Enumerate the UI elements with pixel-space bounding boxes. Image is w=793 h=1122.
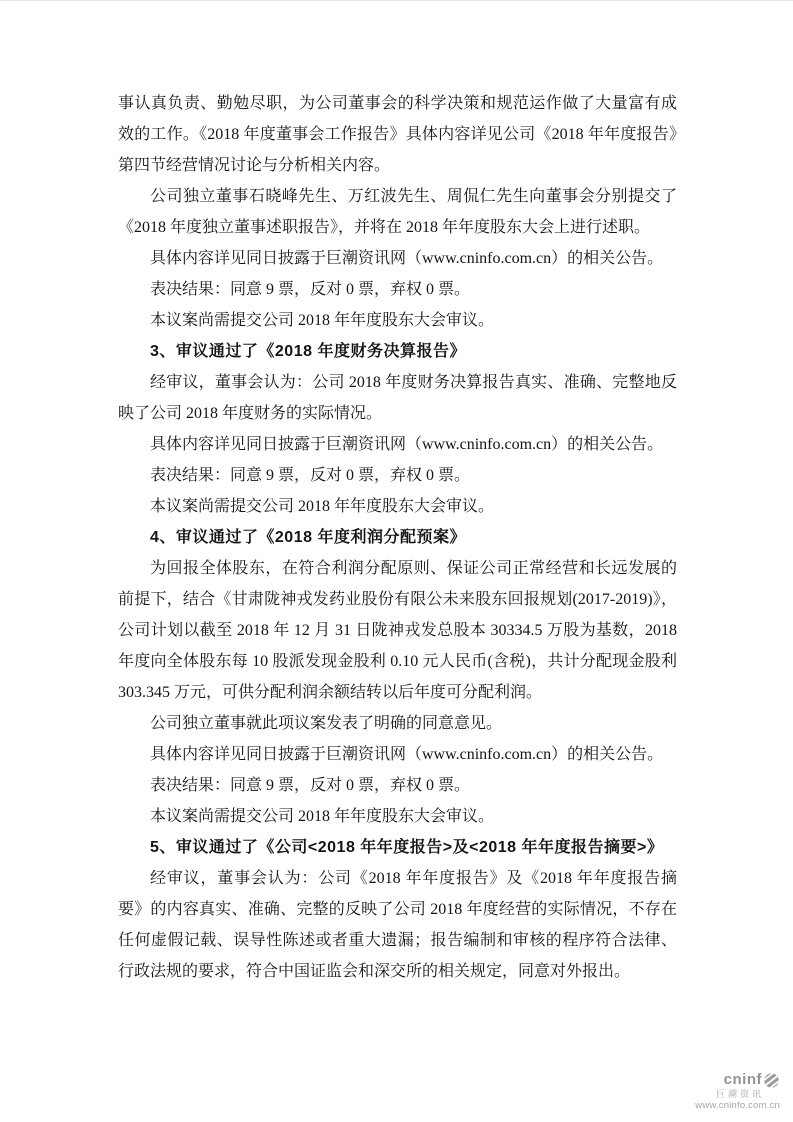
para-disclosure-note-1: 具体内容详见同日披露于巨潮资讯网（www.cninfo.com.cn）的相关公告。: [150, 250, 664, 267]
para-vote-result-2: 表决结果：同意 9 票，反对 0 票，弃权 0 票。: [150, 467, 471, 484]
para-submit-agm-1: 本议案尚需提交公司 2018 年年度股东大会审议。: [150, 312, 495, 329]
para-disclosure-note-2: 具体内容详见同日披露于巨潮资讯网（www.cninfo.com.cn）的相关公告。: [150, 436, 664, 453]
para-submit-agm-3: 本议案尚需提交公司 2018 年年度股东大会审议。: [150, 808, 495, 825]
section-heading-3: 3、审议通过了《2018 年度财务决算报告》: [150, 343, 466, 360]
para-submit-agm-2: 本议案尚需提交公司 2018 年年度股东大会审议。: [150, 498, 495, 515]
cninfo-brand-text: cninf: [723, 1070, 762, 1088]
para-vote-result-3: 表决结果：同意 9 票，反对 0 票，弃权 0 票。: [150, 777, 471, 794]
section-heading-4: 4、审议通过了《2018 年度利润分配预案》: [150, 529, 466, 546]
para-item3-board-opinion: 经审议，董事会认为：公司 2018 年度财务决算报告真实、准确、完整地反映了公司 2018 年度财务的实际情况。: [118, 374, 677, 422]
para-disclosure-note-3: 具体内容详见同日披露于巨潮资讯网（www.cninfo.com.cn）的相关公告。: [150, 746, 664, 763]
para-item4-independent-directors-consent: 公司独立董事就此项议案发表了明确的同意意见。: [150, 715, 503, 732]
para-vote-result-1: 表决结果：同意 9 票，反对 0 票，弃权 0 票。: [150, 281, 471, 298]
section-heading-5: 5、审议通过了《公司<2018 年年度报告>及<2018 年年度报告摘要>》: [150, 839, 664, 856]
para-item5-board-opinion: 经审议，董事会认为：公司《2018 年年度报告》及《2018 年年度报告摘要》的内容真实、准确、完整的反映了公司 2018 年度经营的实际情况，不存在任何虚假记载、误导性陈述或者重大遗漏；报告编制和审核的程序符合法律、行政法规的要求，符合中国证监会和深交所的相关规定，同意对外报出。: [118, 870, 677, 980]
cninfo-chinese-name: 巨潮资讯: [715, 1088, 764, 1099]
cninfo-logo-row: [695, 1072, 780, 1089]
para-board-report-continuation: 事认真负责、勤勉尽职，为公司董事会的科学决策和规范运作做了大量富有成效的工作。《2018 年度董事会工作报告》具体内容详见公司《2018 年年度报告》第四节经营情况讨论与分析相关内容。: [118, 95, 677, 174]
para-item4-profit-distribution: 为回报全体股东，在符合利润分配原则、保证公司正常经营和长远发展的前提下，结合《甘肃陇神戎发药业股份有限公未来股东回报规划(2017-2019)》，公司计划以截至 2018 年 12 月 31 日陇神戎发总股本 30334.5 万股为基数，2018 年度向全体股东每 10 股派发现金股利 0.10 元人民币(含税)，共计分配现金股利 303.345 万元，可供分配利润余额结转以后年度可分配利润。: [118, 560, 677, 701]
document-body: [118, 88, 677, 987]
cninfo-url: www.cninfo.com.cn: [695, 1099, 780, 1111]
cninfo-swirl-icon: [763, 1072, 780, 1089]
cninfo-logo: [695, 1072, 780, 1111]
para-independent-directors-reports: 公司独立董事石晓峰先生、万红波先生、周侃仁先生向董事会分别提交了《2018 年度独立董事述职报告》，并将在 2018 年年度股东大会上进行述职。: [118, 188, 677, 236]
